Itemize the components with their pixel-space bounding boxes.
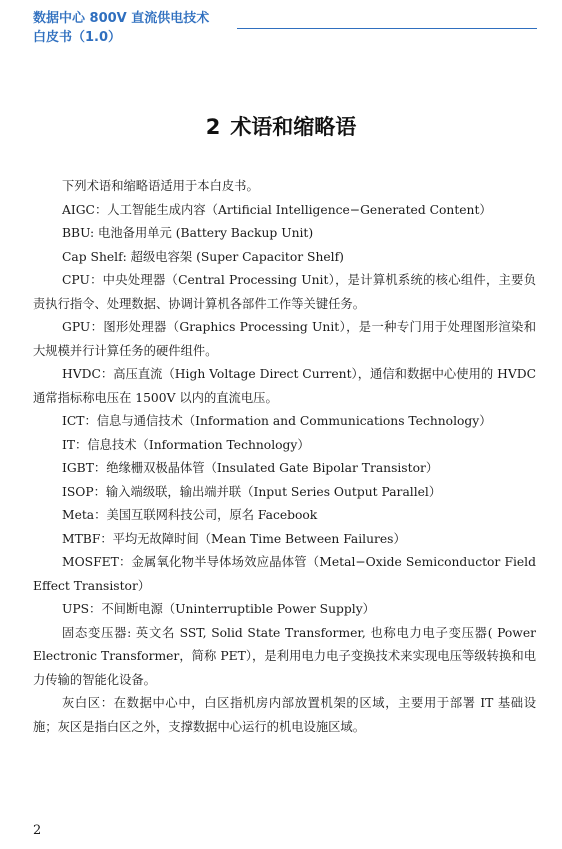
term-meta: Meta：美国互联网科技公司，原名 Facebook (62, 508, 318, 522)
page-number: 2 (33, 823, 42, 838)
term-ups: UPS：不间断电源（Uninterruptible Power Supply） (62, 602, 375, 616)
header-divider (237, 28, 537, 29)
term-aigc: AIGC：人工智能生成内容（Artificial Intelligence−Generated Content） (62, 202, 492, 217)
term-solid-state-transformer: 固态变压器: 英文名 SST, Solid State Transformer, 也称电力电子变压器( Power Electronic Transformer，简称 PET），是利用电力电子变换技术来实现电压等级转换和电力传输的智能化设备。 (33, 625, 536, 687)
section-title (0, 112, 562, 142)
term-hvdc: HVDC：高压直流（High Voltage Direct Current），通信和数据中心使用的 HVDC 通常指标称电压在 1500V 以内的直流电压。 (33, 367, 536, 405)
term-mosfet: MOSFET：金属氧化物半导体场效应晶体管（Metal−Oxide Semiconductor Field Effect Transistor） (33, 555, 536, 593)
term-cpu: CPU：中央处理器（Central Processing Unit），是计算机系统的核心组件，主要负责执行指令、处理数据、协调计算机各部件工作等关键任务。 (33, 273, 536, 311)
term-gpu: GPU：图形处理器（Graphics Processing Unit），是一种专门用于处理图形渲染和大规模并行计算任务的硬件组件。 (33, 320, 536, 358)
term-ict: ICT：信息与通信技术（Information and Communications Technology） (62, 414, 492, 428)
term-isop: ISOP：输入端级联，输出端并联（Input Series Output Parallel） (62, 484, 442, 499)
term-bbu: BBU: 电池备用单元 (Battery Backup Unit) (62, 226, 314, 240)
term-grey-white-zone: 灰白区：在数据中心中，白区指机房内部放置机架的区域，主要用于部署 IT 基础设施；灰区是指白区之外，支撑数据中心运行的机电设施区域。 (33, 696, 536, 734)
running-header (33, 9, 209, 47)
intro-paragraph: 下列术语和缩略语适用于本白皮书。 (62, 179, 259, 193)
term-igbt: IGBT：绝缘栅双极晶体管（Insulated Gate Bipolar Transistor） (62, 461, 439, 475)
term-cap-shelf: Cap Shelf: 超级电容架 (Super Capacitor Shelf) (62, 249, 344, 264)
section-title-text: 术语和缩略语 (230, 115, 357, 139)
header-title-line1: 数据中心 800V 直流供电技术 (33, 11, 210, 26)
term-it: IT：信息技术（Information Technology） (62, 437, 310, 452)
section-number: 2 (205, 115, 221, 139)
term-mtbf: MTBF：平均无故障时间（Mean Time Between Failures） (62, 531, 406, 546)
definitions-body (33, 175, 536, 739)
header-title-line2: 白皮书（1.0） (33, 30, 122, 45)
